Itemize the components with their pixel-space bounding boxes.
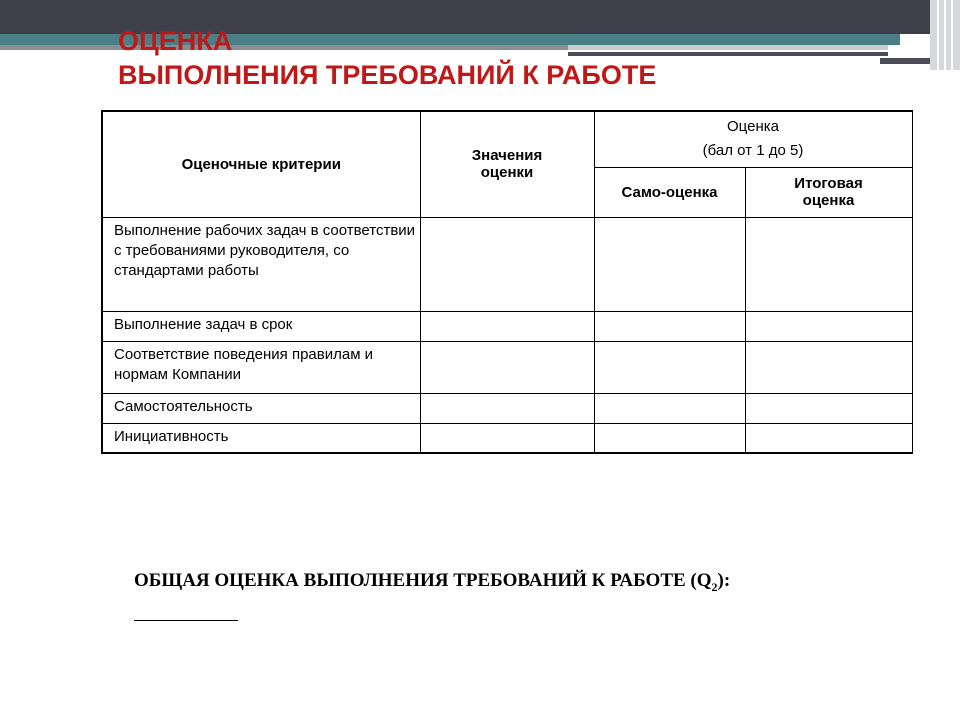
corner-line: [951, 0, 953, 70]
header-self-rating: Само-оценка: [594, 167, 745, 217]
header-values: Значения оценки: [420, 111, 594, 217]
overall-rating-suffix: ):: [717, 570, 731, 591]
criterion-cell: Соответствие поведения правилам и нормам Компании: [102, 341, 420, 393]
final-rating-cell[interactable]: [745, 311, 912, 341]
overall-rating-text: ОБЩАЯ ОЦЕНКА ВЫПОЛНЕНИЯ ТРЕБОВАНИЙ К РАБОТЕ (Q: [134, 570, 712, 591]
overall-rating-label: [134, 570, 730, 595]
final-rating-cell[interactable]: [745, 423, 912, 453]
header-rating-label: Оценка: [727, 118, 779, 136]
self-rating-cell[interactable]: [594, 393, 745, 423]
overall-rating-blank-line[interactable]: [134, 620, 238, 621]
header-final-rating: Итоговая оценка: [745, 167, 912, 217]
corner-line: [944, 0, 946, 70]
self-rating-cell[interactable]: [594, 423, 745, 453]
title-line-1: ОЦЕНКА: [118, 26, 233, 56]
value-cell[interactable]: [420, 217, 594, 311]
self-rating-cell[interactable]: [594, 311, 745, 341]
header-rating: [594, 111, 912, 167]
final-rating-cell[interactable]: [745, 217, 912, 311]
value-cell[interactable]: [420, 311, 594, 341]
value-cell[interactable]: [420, 393, 594, 423]
final-rating-cell[interactable]: [745, 393, 912, 423]
final-rating-cell[interactable]: [745, 341, 912, 393]
header-criteria: Оценочные критерии: [102, 111, 420, 217]
self-rating-cell[interactable]: [594, 217, 745, 311]
corner-decoration: [930, 0, 960, 70]
criterion-cell: Выполнение задач в срок: [102, 311, 420, 341]
header-rating-scale: (бал от 1 до 5): [702, 142, 804, 160]
page-title: [118, 24, 656, 92]
criterion-cell: Самостоятельность: [102, 393, 420, 423]
evaluation-table: [101, 110, 913, 454]
value-cell[interactable]: [420, 423, 594, 453]
overall-rating-subscript: 2: [711, 579, 718, 594]
self-rating-cell[interactable]: [594, 341, 745, 393]
title-line-2: ВЫПОЛНЕНИЯ ТРЕБОВАНИЙ К РАБОТЕ: [118, 60, 657, 90]
criterion-cell: Инициативность: [102, 423, 420, 453]
value-cell[interactable]: [420, 341, 594, 393]
corner-line: [937, 0, 939, 70]
criterion-cell: Выполнение рабочих задач в соответствии с требованиями руководителя, со стандартами работы: [102, 217, 420, 311]
